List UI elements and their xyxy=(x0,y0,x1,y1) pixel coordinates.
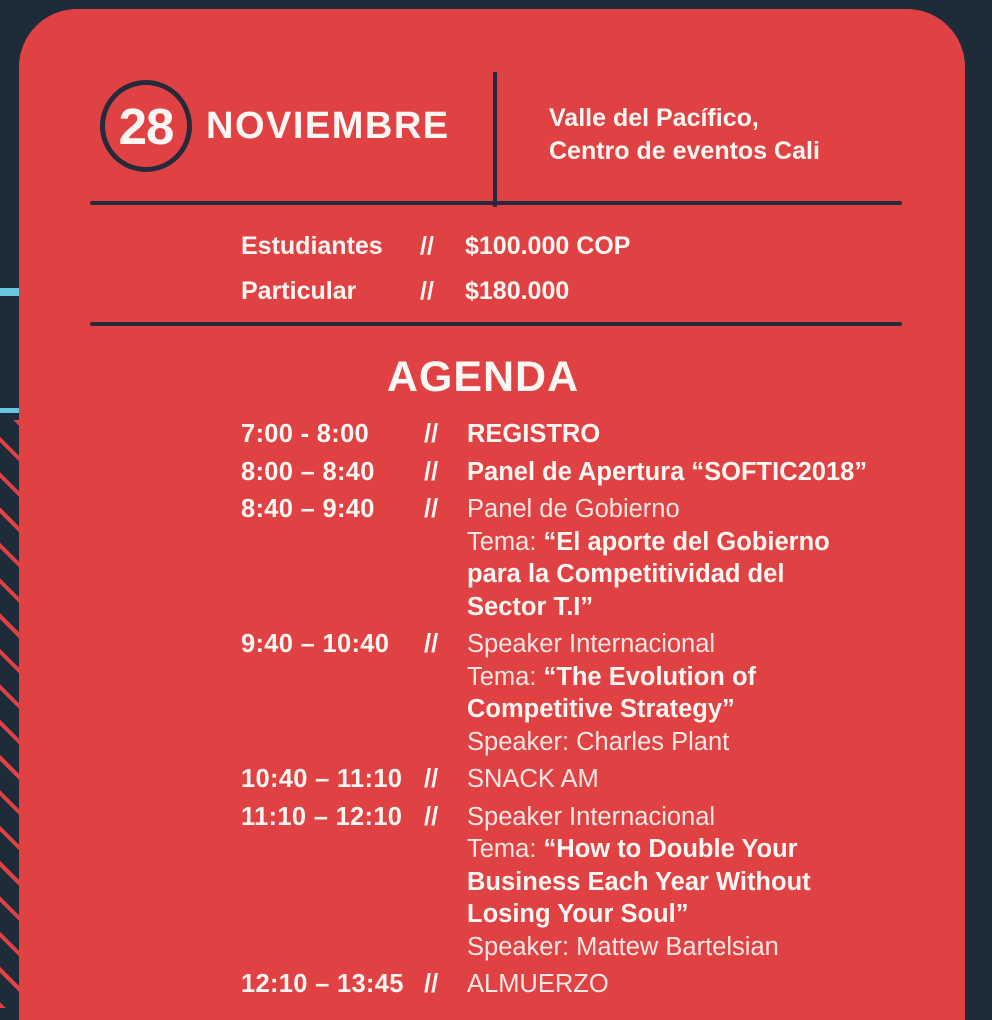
agenda-item xyxy=(241,968,941,1001)
agenda-time: 9:40 – 10:40 xyxy=(241,630,390,658)
agenda-text-bold: Losing Your Soul” xyxy=(467,900,689,928)
agenda-time: 11:10 – 12:10 xyxy=(241,802,403,831)
cyan-accent-line-bottom xyxy=(0,408,20,413)
agenda-line xyxy=(467,693,941,726)
event-card xyxy=(19,9,965,1020)
agenda-separator: // xyxy=(424,630,439,658)
agenda-text-bold: Business Each Year Without xyxy=(467,867,811,896)
price-row xyxy=(241,278,630,304)
agenda-text-regular: Speaker Internacional xyxy=(467,802,716,831)
agenda-text-bold: Competitive Strategy” xyxy=(467,695,735,723)
agenda-separator: // xyxy=(424,420,439,448)
agenda-text-bold: “El aporte del Gobierno xyxy=(543,527,830,556)
agenda-item xyxy=(241,763,941,796)
agenda-line xyxy=(467,931,941,964)
agenda-line xyxy=(467,591,941,624)
agenda-line xyxy=(467,628,941,661)
agenda-item xyxy=(241,628,941,758)
agenda-separator: // xyxy=(424,970,439,998)
pricing-block xyxy=(241,233,630,323)
event-month: NOVIEMBRE xyxy=(206,104,450,147)
agenda-line xyxy=(467,726,941,759)
agenda-description xyxy=(467,801,941,964)
agenda-text-bold: para la Competitividad del xyxy=(467,560,785,588)
price-label: Estudiantes xyxy=(241,232,383,260)
agenda-description xyxy=(467,968,941,1001)
agenda-item xyxy=(241,493,941,623)
agenda-title: AGENDA xyxy=(386,353,580,401)
vertical-divider xyxy=(493,72,497,207)
agenda-line xyxy=(467,763,941,796)
agenda-text-bold: REGISTRO xyxy=(467,420,601,448)
agenda-separator: // xyxy=(424,457,439,486)
price-separator: // xyxy=(420,232,434,260)
agenda-line xyxy=(467,968,941,1001)
agenda-description xyxy=(467,493,941,623)
venue-line-2: Centro de eventos Cali xyxy=(549,137,820,165)
horizontal-divider-top xyxy=(90,201,902,205)
agenda-time: 8:40 – 9:40 xyxy=(241,495,375,523)
agenda-separator: // xyxy=(424,765,439,793)
agenda-description xyxy=(467,418,941,451)
agenda-text-regular: Tema: xyxy=(467,662,544,691)
agenda-text-regular: Tema: xyxy=(467,527,544,556)
agenda-line xyxy=(467,456,941,489)
agenda-text-regular: Speaker Internacional xyxy=(467,630,716,658)
agenda-item xyxy=(241,418,941,451)
date-badge-circle xyxy=(100,80,192,172)
price-row xyxy=(241,233,630,259)
agenda-line xyxy=(467,493,941,526)
agenda-time: 8:00 – 8:40 xyxy=(241,457,375,486)
agenda-time: 7:00 - 8:00 xyxy=(241,420,370,448)
agenda-text-regular: Speaker: Charles Plant xyxy=(467,727,730,756)
agenda-text-regular: SNACK AM xyxy=(467,765,599,793)
agenda-line xyxy=(467,801,941,834)
price-value: $180.000 xyxy=(465,277,570,305)
agenda-line xyxy=(467,898,941,931)
agenda-line xyxy=(467,661,941,694)
agenda-description xyxy=(467,763,941,796)
agenda-separator: // xyxy=(424,495,439,523)
agenda-list xyxy=(241,418,941,1006)
agenda-line xyxy=(467,866,941,899)
agenda-text-bold: “How to Double Your xyxy=(543,835,798,863)
agenda-text-regular: Tema: xyxy=(467,835,544,863)
agenda-text-regular: Speaker: Mattew Bartelsian xyxy=(467,932,779,961)
horizontal-divider-bottom xyxy=(90,322,902,326)
agenda-text-regular: Panel de Gobierno xyxy=(467,495,680,523)
diagonal-stripes-decoration xyxy=(0,420,20,1008)
cyan-accent-line-top xyxy=(0,288,20,296)
price-separator: // xyxy=(420,277,434,305)
agenda-time: 12:10 – 13:45 xyxy=(241,970,404,998)
agenda-text-regular: ALMUERZO xyxy=(467,970,609,998)
venue-line-1: Valle del Pacífico, xyxy=(549,104,759,132)
price-value: $100.000 COP xyxy=(465,232,631,260)
agenda-line xyxy=(467,418,941,451)
venue-info xyxy=(549,102,820,168)
price-label: Particular xyxy=(241,277,357,305)
agenda-item xyxy=(241,801,941,964)
agenda-text-bold: “The Evolution of xyxy=(543,662,757,691)
agenda-text-bold: Panel de Apertura “SOFTIC2018” xyxy=(467,457,868,486)
event-day: 28 xyxy=(118,97,174,155)
agenda-line xyxy=(467,833,941,866)
agenda-item xyxy=(241,456,941,489)
agenda-line xyxy=(467,526,941,559)
agenda-text-bold: Sector T.I” xyxy=(467,592,594,621)
agenda-description xyxy=(467,456,941,489)
agenda-time: 10:40 – 11:10 xyxy=(241,765,403,793)
agenda-separator: // xyxy=(424,802,439,831)
agenda-line xyxy=(467,558,941,591)
agenda-description xyxy=(467,628,941,758)
